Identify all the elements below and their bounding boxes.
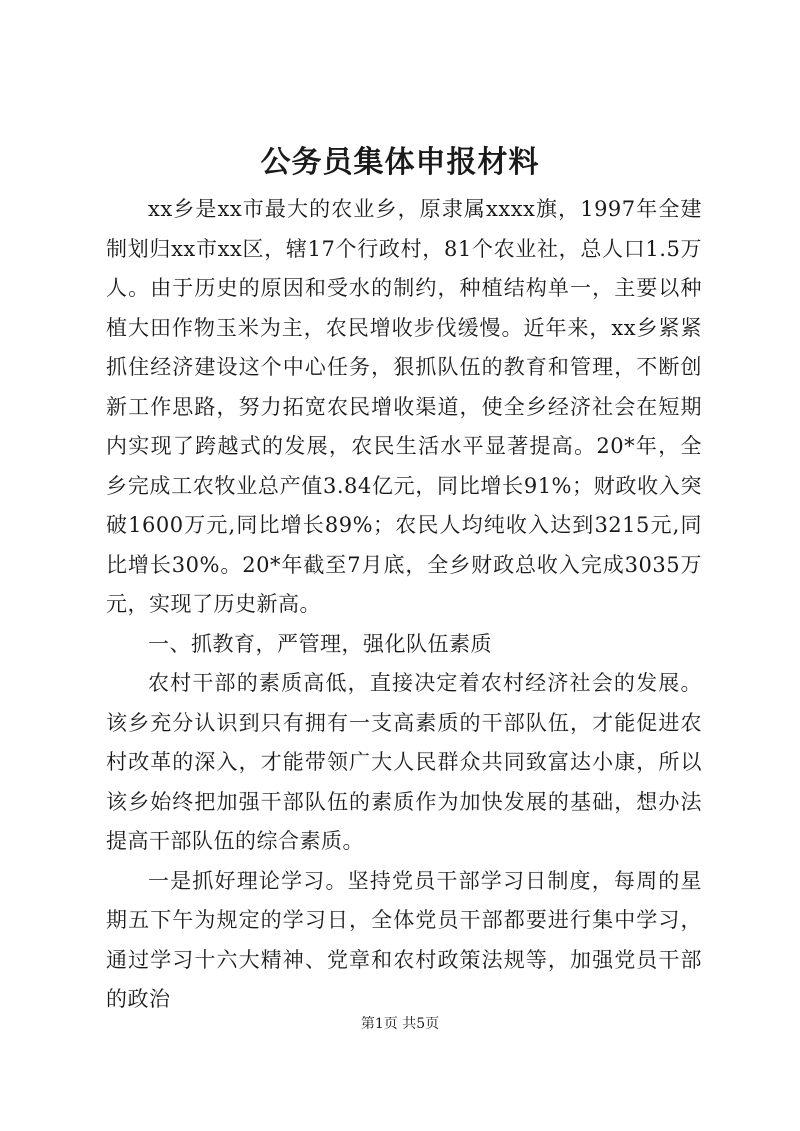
document-body xyxy=(106,190,702,1020)
paragraph-cadre-quality: 农村干部的素质高低，直接决定着农村经济社会的发展。该乡充分认识到只有拥有一支高素质的干部队伍，才能促进农村改革的深入，才能带领广大人民群众共同致富达小康，所以该乡始终把加强干部队伍的素质作为加快发展的基础，想办法提高干部队伍的综合素质。 xyxy=(106,671,702,853)
paragraph-intro: xx乡是xx市最大的农业乡，原隶属xxxx旗，1997年全建制划归xx市xx区，辖17个行政村，81个农业社，总人口1.5万人。由于历史的原因和受水的制约，种植结构单一，主要以种植大田作物玉米为主，农民增收步伐缓慢。近年来，xx乡紧紧抓住经济建设这个中心任务，狠抓队伍的教育和管理，不断创新工作思路，努力拓宽农民增收渠道，使全乡经济社会在短期内实现了跨越式的发展，农民生活水平显著提高。20*年，全乡完成工农牧业总产值3.84亿元，同比增长91%；财政收入突破1600万元,同比增长89%；农民人均纯收入达到3215元,同比增长30%。20*年截至7月底，全乡财政总收入完成3035万元，实现了历史新高。 xyxy=(106,197,702,616)
paragraph-theory-study: 一是抓好理论学习。坚持党员干部学习日制度，每周的星期五下午为规定的学习日，全体党员干部都要进行集中学习，通过学习十六大精神、党章和农村政策法规等，加强党员干部的政治 xyxy=(106,868,702,1011)
section-heading: 一、抓教育，严管理，强化队伍素质 xyxy=(148,631,492,656)
page-footer: 第1页 共5页 xyxy=(360,1016,440,1032)
document-title: 公务员集体申报材料 xyxy=(260,145,540,180)
